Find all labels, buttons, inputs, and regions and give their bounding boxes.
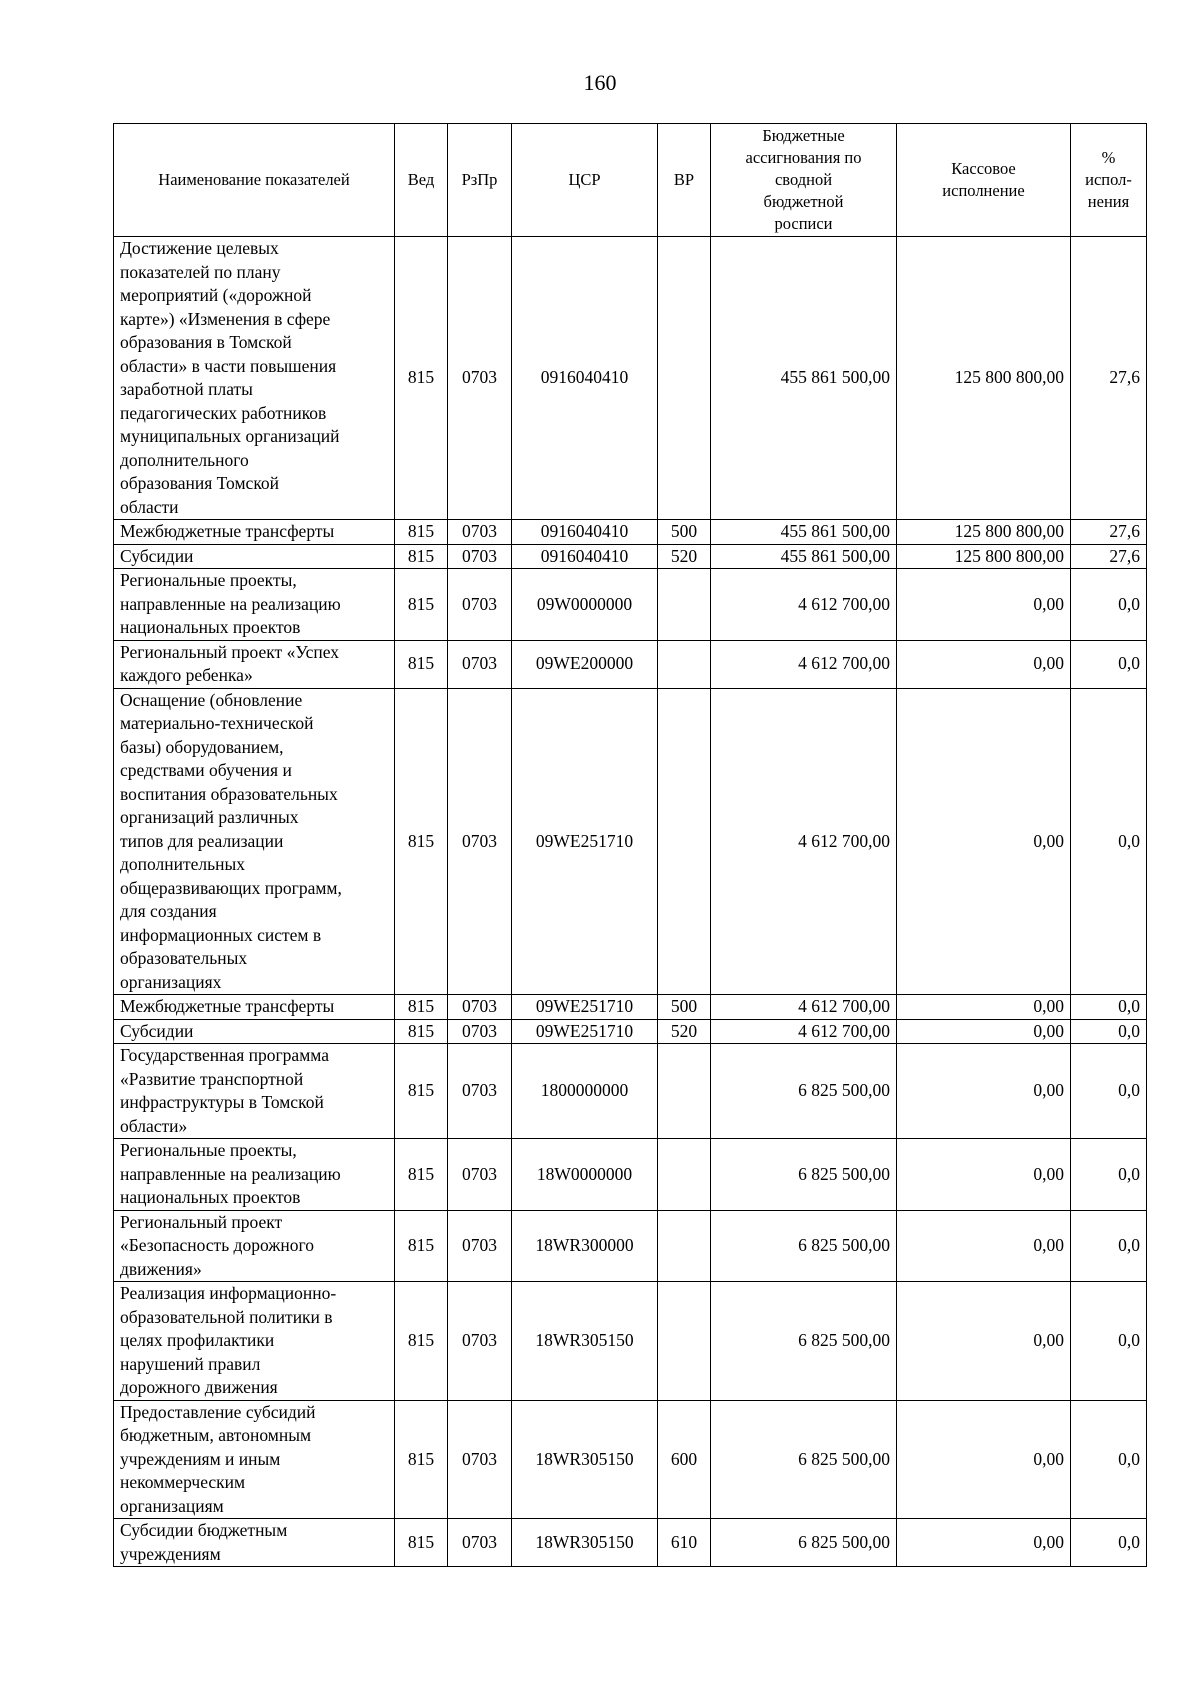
row-exec: 0,00: [897, 569, 1071, 641]
table-row: [114, 1044, 1147, 1139]
row-csr: 0916040410: [512, 544, 658, 569]
row-vr: 520: [658, 544, 711, 569]
row-exec: 125 800 800,00: [897, 520, 1071, 545]
table-row: [114, 1019, 1147, 1044]
row-pct: 0,0: [1071, 1139, 1147, 1211]
row-exec: 0,00: [897, 688, 1071, 995]
table-row: [114, 688, 1147, 995]
row-vr: 600: [658, 1400, 711, 1519]
row-ved: 815: [395, 1519, 448, 1567]
row-pct: 0,0: [1071, 1019, 1147, 1044]
header-rzpr: РзПр: [448, 124, 512, 237]
row-rzpr: 0703: [448, 995, 512, 1020]
row-csr: 18WR305150: [512, 1400, 658, 1519]
row-csr: 0916040410: [512, 520, 658, 545]
row-csr: 1800000000: [512, 1044, 658, 1139]
row-name: Государственная программа «Развитие транспортной инфраструктуры в Томской области»: [114, 1044, 395, 1139]
row-vr: 610: [658, 1519, 711, 1567]
row-budget: 6 825 500,00: [711, 1282, 897, 1401]
table-row: [114, 640, 1147, 688]
row-ved: 815: [395, 1282, 448, 1401]
table-row: [114, 1139, 1147, 1211]
row-rzpr: 0703: [448, 237, 512, 520]
row-budget: 4 612 700,00: [711, 995, 897, 1020]
row-name: Региональный проект «Безопасность дорожного движения»: [114, 1210, 395, 1282]
row-rzpr: 0703: [448, 1282, 512, 1401]
page-number: 160: [583, 70, 617, 95]
row-csr: 09WE251710: [512, 1019, 658, 1044]
row-ved: 815: [395, 520, 448, 545]
row-rzpr: 0703: [448, 1400, 512, 1519]
row-name: Региональные проекты, направленные на реализацию национальных проектов: [114, 569, 395, 641]
row-pct: 27,6: [1071, 237, 1147, 520]
row-csr: 0916040410: [512, 237, 658, 520]
row-exec: 0,00: [897, 1044, 1071, 1139]
row-ved: 815: [395, 1044, 448, 1139]
row-pct: 0,0: [1071, 995, 1147, 1020]
row-csr: 18W0000000: [512, 1139, 658, 1211]
row-rzpr: 0703: [448, 1044, 512, 1139]
row-pct: 0,0: [1071, 1519, 1147, 1567]
row-rzpr: 0703: [448, 569, 512, 641]
row-rzpr: 0703: [448, 640, 512, 688]
row-name: Достижение целевых показателей по плану мероприятий («дорожной карте») «Изменения в сфере образования в Томской области» в части повышения заработной платы педагогических работников муниципальных организаций дополнительного образования Томской области: [114, 237, 395, 520]
row-exec: 0,00: [897, 995, 1071, 1020]
row-name: Реализация информационно- образовательной политики в целях профилактики нарушений правил дорожного движения: [114, 1282, 395, 1401]
row-ved: 815: [395, 1210, 448, 1282]
row-name: Межбюджетные трансферты: [114, 520, 395, 545]
row-vr: 500: [658, 520, 711, 545]
row-budget: 455 861 500,00: [711, 237, 897, 520]
row-ved: 815: [395, 1139, 448, 1211]
row-rzpr: 0703: [448, 1139, 512, 1211]
row-rzpr: 0703: [448, 1519, 512, 1567]
table-row: [114, 995, 1147, 1020]
row-csr: 18WR305150: [512, 1282, 658, 1401]
row-budget: 6 825 500,00: [711, 1400, 897, 1519]
row-exec: 0,00: [897, 1019, 1071, 1044]
row-name: Субсидии бюджетным учреждениям: [114, 1519, 395, 1567]
row-ved: 815: [395, 237, 448, 520]
table-row: [114, 1519, 1147, 1567]
row-ved: 815: [395, 995, 448, 1020]
row-csr: 09WE251710: [512, 688, 658, 995]
row-vr: 500: [658, 995, 711, 1020]
row-name: Региональный проект «Успех каждого ребенка»: [114, 640, 395, 688]
row-vr: [658, 640, 711, 688]
row-budget: 6 825 500,00: [711, 1139, 897, 1211]
row-pct: 0,0: [1071, 688, 1147, 995]
row-ved: 815: [395, 640, 448, 688]
row-rzpr: 0703: [448, 520, 512, 545]
row-vr: [658, 1139, 711, 1211]
row-exec: 0,00: [897, 1400, 1071, 1519]
row-budget: 6 825 500,00: [711, 1044, 897, 1139]
header-ved: Вед: [395, 124, 448, 237]
row-budget: 4 612 700,00: [711, 1019, 897, 1044]
row-rzpr: 0703: [448, 544, 512, 569]
row-vr: [658, 237, 711, 520]
row-exec: 125 800 800,00: [897, 237, 1071, 520]
row-vr: [658, 1210, 711, 1282]
table-header-row: [114, 124, 1147, 237]
row-ved: 815: [395, 688, 448, 995]
row-csr: 09W0000000: [512, 569, 658, 641]
table-row: [114, 520, 1147, 545]
row-rzpr: 0703: [448, 1019, 512, 1044]
header-budget: Бюджетные ассигнования по сводной бюджетной росписи: [711, 124, 897, 237]
row-name: Межбюджетные трансферты: [114, 995, 395, 1020]
row-budget: 455 861 500,00: [711, 544, 897, 569]
row-ved: 815: [395, 569, 448, 641]
row-pct: 0,0: [1071, 1210, 1147, 1282]
header-exec: Кассовое исполнение: [897, 124, 1071, 237]
row-budget: 4 612 700,00: [711, 688, 897, 995]
row-budget: 4 612 700,00: [711, 640, 897, 688]
row-name: Оснащение (обновление материально-технической базы) оборудованием, средствами обучения и воспитания образовательных организаций различных типов для реализации дополнительных общеразвивающих программ, для создания информационных систем в образовательных организациях: [114, 688, 395, 995]
table-row: [114, 237, 1147, 520]
budget-table: [113, 123, 1147, 1567]
row-exec: 0,00: [897, 1210, 1071, 1282]
row-budget: 6 825 500,00: [711, 1519, 897, 1567]
row-rzpr: 0703: [448, 1210, 512, 1282]
header-name: Наименование показателей: [114, 124, 395, 237]
row-pct: 0,0: [1071, 640, 1147, 688]
header-vr: ВР: [658, 124, 711, 237]
row-exec: 0,00: [897, 1139, 1071, 1211]
row-vr: [658, 688, 711, 995]
row-csr: 09WE200000: [512, 640, 658, 688]
row-rzpr: 0703: [448, 688, 512, 995]
row-pct: 27,6: [1071, 520, 1147, 545]
row-ved: 815: [395, 1019, 448, 1044]
table-row: [114, 1282, 1147, 1401]
row-pct: 0,0: [1071, 1282, 1147, 1401]
row-name: Субсидии: [114, 1019, 395, 1044]
header-csr: ЦСР: [512, 124, 658, 237]
row-name: Субсидии: [114, 544, 395, 569]
row-vr: [658, 1044, 711, 1139]
row-budget: 455 861 500,00: [711, 520, 897, 545]
row-csr: 09WE251710: [512, 995, 658, 1020]
row-pct: 0,0: [1071, 569, 1147, 641]
row-name: Региональные проекты, направленные на реализацию национальных проектов: [114, 1139, 395, 1211]
row-vr: [658, 569, 711, 641]
row-csr: 18WR300000: [512, 1210, 658, 1282]
row-vr: 520: [658, 1019, 711, 1044]
row-pct: 0,0: [1071, 1400, 1147, 1519]
table-row: [114, 569, 1147, 641]
table-row: [114, 544, 1147, 569]
row-budget: 6 825 500,00: [711, 1210, 897, 1282]
table-row: [114, 1400, 1147, 1519]
row-pct: 27,6: [1071, 544, 1147, 569]
row-budget: 4 612 700,00: [711, 569, 897, 641]
row-pct: 0,0: [1071, 1044, 1147, 1139]
row-exec: 0,00: [897, 640, 1071, 688]
row-exec: 125 800 800,00: [897, 544, 1071, 569]
row-ved: 815: [395, 544, 448, 569]
row-vr: [658, 1282, 711, 1401]
row-exec: 0,00: [897, 1519, 1071, 1567]
row-name: Предоставление субсидий бюджетным, автономным учреждениям и иным некоммерческим организациям: [114, 1400, 395, 1519]
row-csr: 18WR305150: [512, 1519, 658, 1567]
row-exec: 0,00: [897, 1282, 1071, 1401]
row-ved: 815: [395, 1400, 448, 1519]
table-row: [114, 1210, 1147, 1282]
header-pct: % испол- нения: [1071, 124, 1147, 237]
